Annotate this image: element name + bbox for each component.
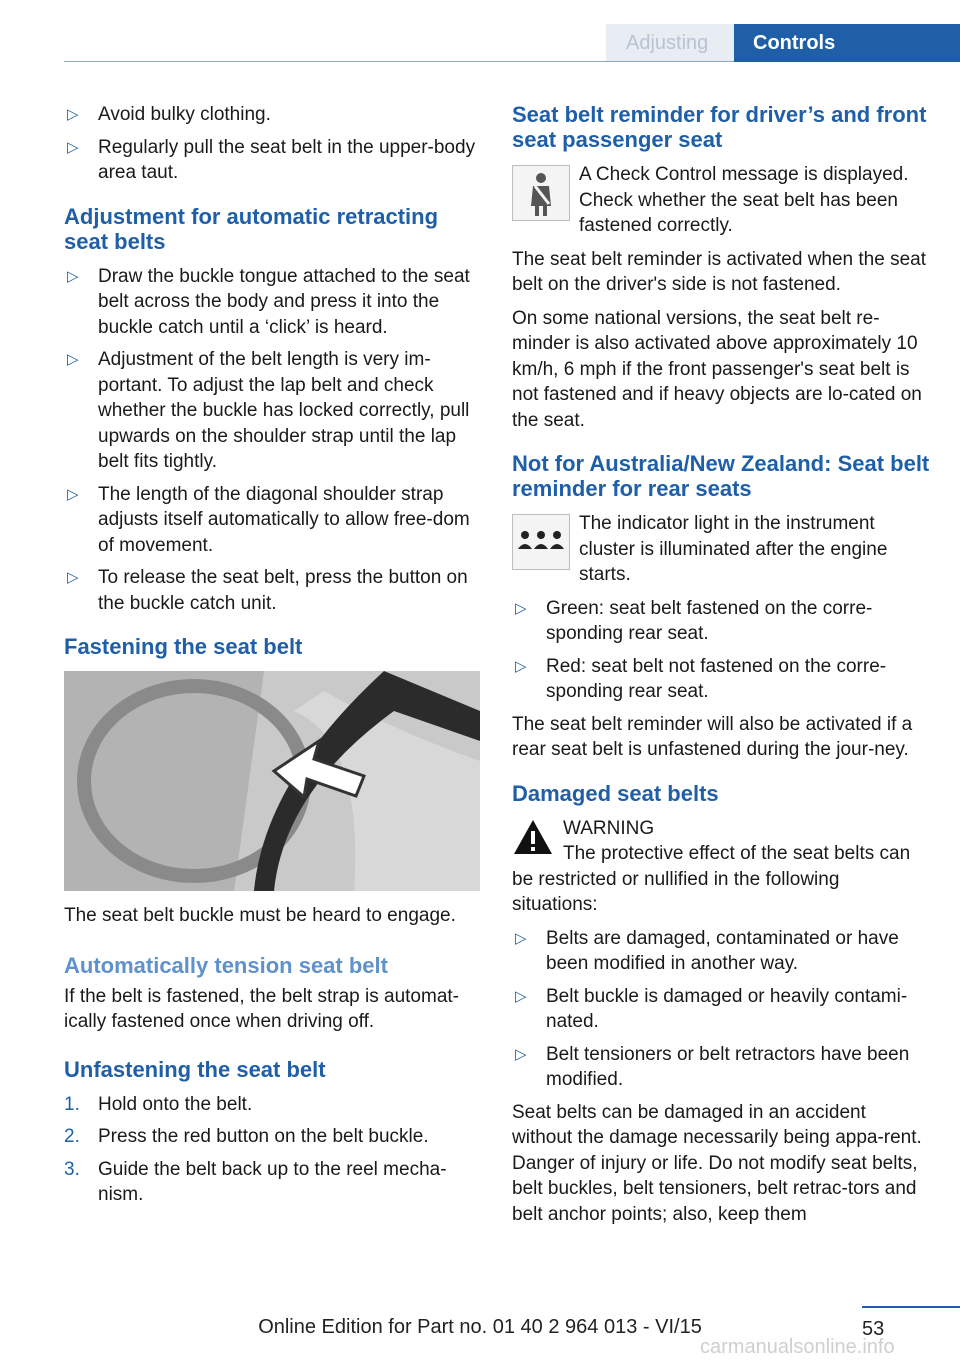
heading-reminder-front: Seat belt reminder for driver’s and front seat passenger seat [512,102,927,152]
triangle-bullet-icon: ▷ [515,929,527,947]
list-item: 2. Press the red button on the belt buckle. [64,1126,429,1147]
heading-unfastening: Unfastening the seat belt [64,1056,326,1082]
tab-controls[interactable] [734,24,960,62]
triangle-bullet-icon: ▷ [515,657,527,675]
caption: The seat belt buckle must be heard to engage. [64,905,456,926]
list-item: ▷ To release the seat belt, press the button on the buckle catch unit. [67,567,468,614]
triangle-bullet-icon: ▷ [67,138,79,156]
reminder-text-1: The seat belt reminder is activated when the seat belt on the driver's side is not fastened. [512,248,927,295]
warning-block [512,816,930,842]
list-item: ▷ Green: seat belt fastened on the corre-sponding rear seat. [515,597,873,644]
reminder-front-row: A Check Control message is displayed. Check whether the seat belt has been fastened correctly. [512,162,930,239]
seat-belt-warning-icon [512,165,570,221]
tab-adjusting[interactable] [606,24,734,61]
heading-reminder-rear: Not for Australia/New Zealand: Seat belt reminder for rear seats [512,451,930,501]
list-item: ▷ Belt buckle is damaged or heavily contami-nated. [515,985,908,1032]
right-column [512,102,930,1235]
warning-text: The protective effect of the seat belts can be restricted or nullified in the following situations: [512,843,911,915]
triangle-bullet-icon: ▷ [67,569,79,586]
page-number: 53 [862,1318,885,1340]
warning-triangle-icon [512,818,554,856]
list-item: ▷ The length of the diagonal shoulder strap adjusts itself automatically to allow free-dom of movement. [67,483,470,556]
reminder-text-2: On some national versions, the seat belt re-minder is also activated above approximately 10 km/h, 6 mph if the front passenger's seat belt is not fastened and if heavy objects are lo-cated on the seat. [512,307,922,431]
triangle-bullet-icon: ▷ [515,1045,527,1063]
triangle-bullet-icon: ▷ [67,351,79,368]
triangle-bullet-icon: ▷ [67,485,79,503]
reminder-text-3: The seat belt reminder will also be activated if a rear seat belt is unfastened during the jour-ney. [512,713,913,760]
seat-belt-buckle-photo [64,671,480,891]
list-item: ▷ Red: seat belt not fastened on the corre-sponding rear seat. [515,655,887,702]
auto-tension-text: If the belt is fastened, the belt strap is automat-ically fastened once when driving off. [64,985,459,1032]
list-item: 3. Guide the belt back up to the reel mecha-nism. [64,1158,447,1205]
heading-fastening: Fastening the seat belt [64,634,303,659]
list-item: ▷ Belt tensioners or belt retractors have been modified. [515,1043,910,1090]
list-item: ▷ Draw the buckle tongue attached to the seat belt across the body and press it into the buckle catch until a ‘click’ is heard. [67,265,470,338]
triangle-bullet-icon: ▷ [67,106,79,123]
triangle-bullet-icon: ▷ [515,599,527,617]
warning-label: WARNING [563,817,655,839]
reminder-rear-row: The indicator light in the instrument cluster is illuminated after the engine starts. [512,511,930,588]
list-item: ▷ Adjustment of the belt length is very im-portant. To adjust the lap belt and check whether the buckle has locked correctly, pull upwards on the shoulder strap until the lap belt fits tightly. [67,349,470,472]
footer-rule [862,1306,960,1308]
heading-auto-tension: Automatically tension seat belt [64,952,388,978]
heading-damaged: Damaged seat belts [512,780,719,806]
tab-controls-label: Controls [753,32,836,54]
triangle-bullet-icon: ▷ [515,987,527,1005]
damaged-text: Seat belts can be damaged in an accident without the damage necessarily being appa-rent. Danger of injury or life. Do not modify seat belts, belt buckles, belt tensioners, belt retrac-tors and belt anchor points; also, keep them [512,1101,922,1225]
list-item: ▷ Belts are damaged, contaminated or have been modified in another way. [515,927,899,974]
rear-seat-belt-icon [512,514,570,570]
triangle-bullet-icon: ▷ [67,267,79,285]
list-item: ▷ Regularly pull the seat belt in the upper-body area taut. [67,136,476,183]
watermark: carmanualsonline.info [700,1336,895,1358]
heading-adjustment: Adjustment for automatic retracting seat belts [64,203,439,254]
tab-adjusting-label: Adjusting [626,32,709,54]
list-item: ▷ Avoid bulky clothing. [64,102,482,128]
list-item: 1. Hold onto the belt. [64,1093,253,1115]
left-column [64,102,482,1215]
footer-edition: Online Edition for Part no. 01 40 2 964 013 - VI/15 [258,1316,702,1338]
